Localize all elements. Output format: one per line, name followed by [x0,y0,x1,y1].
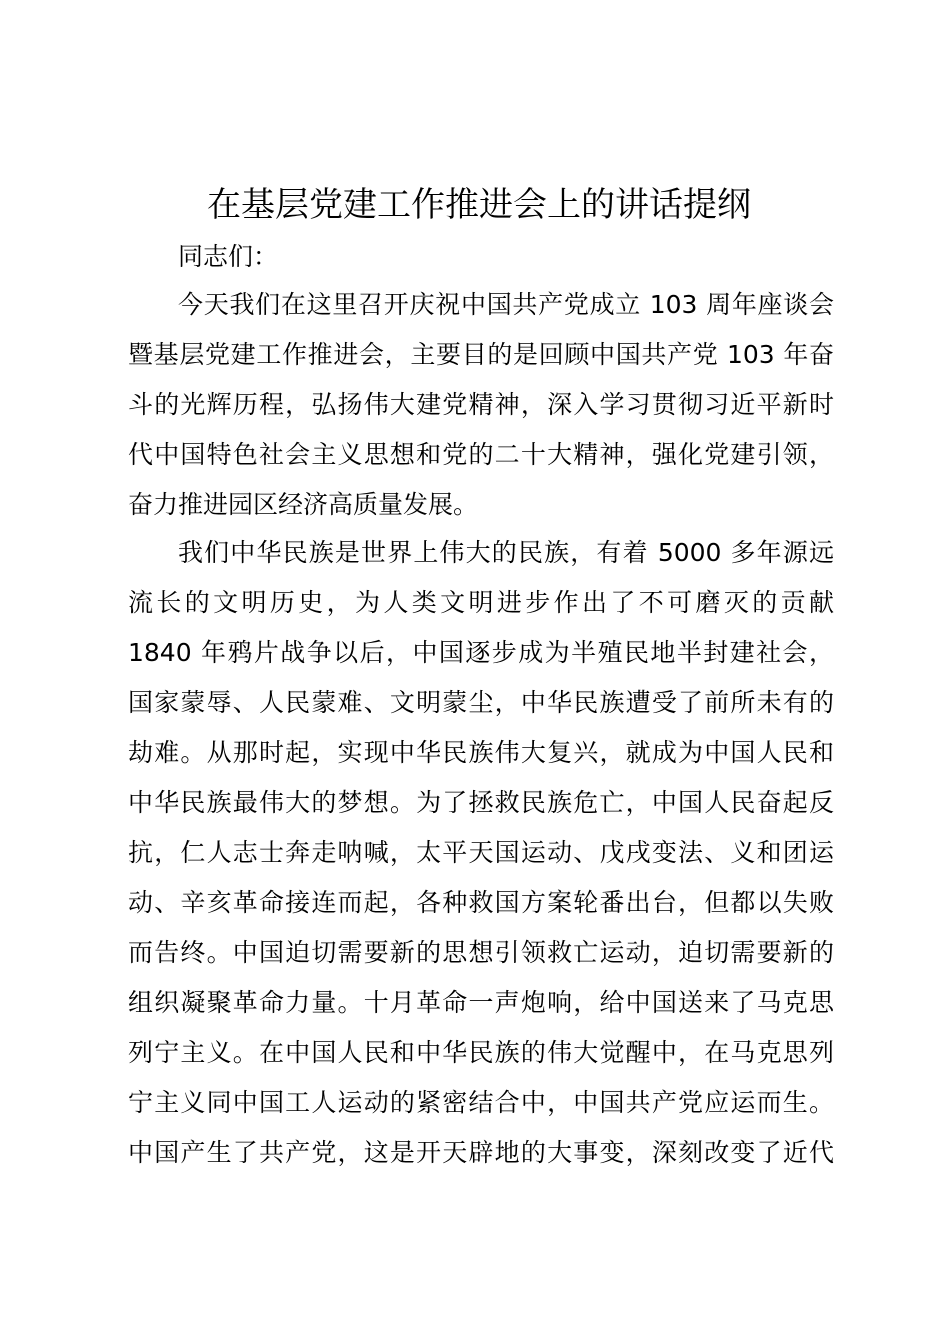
paragraph-line: 奋力推进园区经济高质量发展。 [128,490,479,519]
paragraph-line: 流长的文明历史，为人类文明进步作出了不可磨灭的贡献 [128,588,834,617]
paragraph-line: 1840 年鸦片战争以后，中国逐步成为半殖民地半封建社会， [128,638,834,667]
paragraph-2 [128,528,834,1178]
paragraph-line: 我们中华民族是世界上伟大的民族，有着 5000 多年源远 [178,538,834,567]
paragraph-line: 列宁主义。在中国人民和中华民族的伟大觉醒中，在马克思列 [128,1038,834,1067]
paragraph-line: 斗的光辉历程，弘扬伟大建党精神，深入学习贯彻习近平新时 [128,390,834,419]
paragraph-line: 而告终。中国迫切需要新的思想引领救亡运动，迫切需要新的 [128,938,834,967]
paragraph-line: 中国产生了共产党，这是开天辟地的大事变，深刻改变了近代 [128,1138,834,1167]
paragraph-line: 宁主义同中国工人运动的紧密结合中，中国共产党应运而生。 [128,1088,834,1117]
document-title: 在基层党建工作推进会上的讲话提纲 [207,185,751,225]
paragraph-line: 劫难。从那时起，实现中华民族伟大复兴，就成为中国人民和 [128,738,834,767]
paragraph-line: 抗，仁人志士奔走呐喊，太平天国运动、戊戌变法、义和团运 [128,838,834,867]
paragraph-line: 暨基层党建工作推进会，主要目的是回顾中国共产党 103 年奋 [128,340,834,369]
paragraph-line: 中华民族最伟大的梦想。为了拯救民族危亡，中国人民奋起反 [128,788,834,817]
paragraph-line: 动、辛亥革命接连而起，各种救国方案轮番出台，但都以失败 [128,888,834,917]
paragraph-line: 代中国特色社会主义思想和党的二十大精神，强化党建引领， [128,440,834,469]
paragraph-1 [128,280,834,530]
salutation: 同志们： [178,242,279,271]
paragraph-line: 国家蒙辱、人民蒙难、文明蒙尘，中华民族遭受了前所未有的 [128,688,834,717]
paragraph-line: 组织凝聚革命力量。十月革命一声炮响，给中国送来了马克思 [128,988,834,1017]
paragraph-line: 今天我们在这里召开庆祝中国共产党成立 103 周年座谈会 [178,290,834,319]
